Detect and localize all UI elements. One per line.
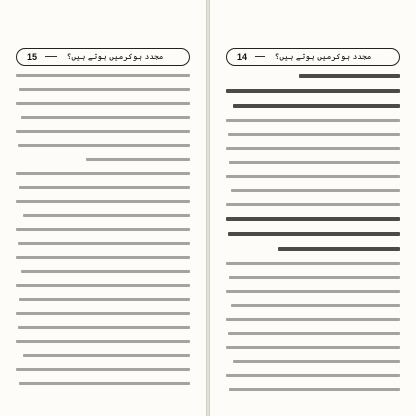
text-line — [19, 382, 190, 385]
text-line — [16, 102, 190, 105]
left-page-header — [16, 48, 190, 66]
text-line — [18, 144, 190, 147]
text-line — [16, 130, 190, 133]
text-line — [16, 312, 190, 315]
text-line — [226, 119, 400, 122]
text-line — [226, 217, 400, 221]
text-line — [228, 232, 400, 236]
text-line — [16, 200, 190, 203]
text-line — [23, 354, 190, 357]
text-line — [233, 360, 400, 363]
text-line — [226, 346, 400, 349]
text-line — [16, 284, 190, 287]
right-page-number: 14 — [236, 52, 247, 62]
text-line — [226, 89, 400, 93]
left-page — [0, 0, 206, 416]
text-line — [16, 256, 190, 259]
right-page — [210, 0, 416, 416]
text-line — [23, 214, 190, 217]
text-line — [18, 242, 190, 245]
left-page-body-placeholder — [16, 74, 190, 396]
text-line — [16, 340, 190, 343]
text-line — [19, 88, 190, 91]
text-line — [226, 318, 400, 321]
text-line — [21, 116, 190, 119]
text-line — [16, 172, 190, 175]
text-line — [16, 228, 190, 231]
text-line — [86, 158, 190, 161]
text-line — [229, 276, 400, 279]
right-page-body-placeholder — [226, 74, 400, 396]
text-line — [231, 304, 400, 307]
text-line — [18, 326, 190, 329]
text-line — [226, 290, 400, 293]
header-rule — [45, 56, 57, 57]
text-line — [228, 332, 400, 335]
text-line — [226, 262, 400, 265]
text-line — [16, 368, 190, 371]
text-line — [226, 175, 400, 178]
left-page-number: 15 — [26, 52, 37, 62]
text-line — [19, 186, 190, 189]
right-running-title: مجدد ہوکرمیں ہوتے ہیں؟ — [274, 52, 372, 61]
left-running-title: مجدد ہوکرمیں ہوتے ہیں؟ — [66, 52, 164, 61]
text-line — [19, 298, 190, 301]
text-line — [278, 247, 400, 251]
text-line — [21, 270, 190, 273]
right-page-header — [226, 48, 400, 66]
header-rule — [255, 56, 265, 57]
text-line — [299, 74, 400, 78]
text-line — [226, 147, 400, 150]
text-line — [228, 133, 400, 136]
text-line — [226, 374, 400, 377]
text-line — [226, 203, 400, 206]
text-line — [231, 189, 400, 192]
text-line — [16, 74, 190, 77]
text-line — [233, 104, 400, 108]
text-line — [229, 388, 400, 391]
text-line — [229, 161, 400, 164]
